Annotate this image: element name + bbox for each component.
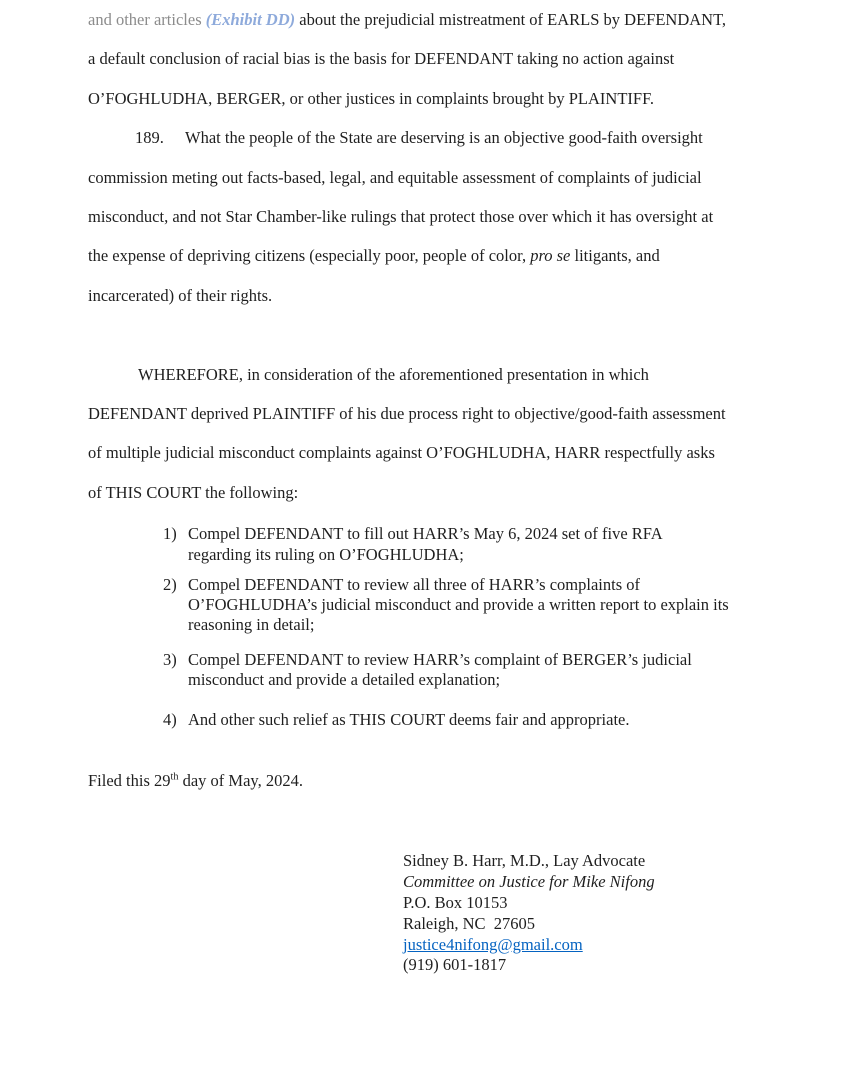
signer-city-state-zip: Raleigh, NC 27605 (403, 913, 535, 933)
exhibit-dd-reference: (Exhibit DD) (205, 10, 296, 29)
text-line: DEFENDANT deprived PLAINTIFF of his due process right to objective/good-faith assessment (88, 404, 726, 424)
text-line: of multiple judicial misconduct complaints against O’FOGHLUDHA, HARR respectfully asks (88, 443, 715, 463)
text-line: Compel DEFENDANT to review all three of HARR’s complaints of (188, 574, 641, 594)
text-line: reasoning in detail; (188, 615, 315, 635)
filed-pre: Filed this 29 (88, 770, 171, 790)
relief-item-2 (163, 575, 780, 636)
list-item-text (188, 650, 692, 691)
intro-muted-text: and other articles (88, 10, 206, 29)
para189-line4-pre: the expense of depriving citizens (especially poor, people of color, (88, 246, 531, 266)
relief-item-4 (163, 710, 780, 730)
text-line: a default conclusion of racial bias is the basis for DEFENDANT taking no action against (88, 49, 675, 69)
email-link[interactable]: justice4nifong@gmail.com (403, 934, 583, 954)
para189-line1: What the people of the State are deserving is an objective good-faith oversight (185, 128, 703, 148)
text-line: O’FOGHLUDHA’s judicial misconduct and provide a written report to explain its (188, 595, 729, 615)
email-link-row (403, 935, 780, 956)
relief-list (88, 524, 780, 730)
filed-post: day of May, 2024. (178, 770, 303, 790)
signer-organization: Committee on Justice for Mike Nifong (403, 872, 655, 892)
list-marker: 1) (163, 524, 177, 544)
signature-block (403, 851, 780, 976)
intro-line1-rest: about the prejudicial mistreatment of EARLS by DEFENDANT, (295, 10, 727, 29)
list-item-text (188, 710, 630, 730)
signer-name: Sidney B. Harr, M.D., Lay Advocate (403, 851, 646, 871)
paragraph-number: 189. (135, 128, 164, 148)
text-line (88, 0, 780, 39)
list-marker: 2) (163, 574, 177, 594)
relief-item-1 (163, 524, 780, 565)
pro-se-term: pro se (530, 246, 571, 266)
text-line: Compel DEFENDANT to fill out HARR’s May 6, 2024 set of five RFA (188, 524, 663, 544)
text-line (88, 118, 780, 157)
text-line: regarding its ruling on O’FOGHLUDHA; (188, 544, 464, 564)
intro-paragraph (88, 0, 780, 118)
wherefore-paragraph (88, 355, 780, 513)
text-line: commission meting out facts-based, legal, and equitable assessment of complaints of judicial (88, 167, 702, 187)
text-line: incarcerated) of their rights. (88, 285, 273, 305)
text-line: Compel DEFENDANT to review HARR’s complaint of BERGER’s judicial (188, 649, 692, 669)
ordinal-superscript: th (170, 771, 179, 783)
text-line: O’FOGHLUDHA, BERGER, or other justices in complaints brought by PLAINTIFF. (88, 88, 655, 108)
relief-item-3 (163, 650, 780, 691)
filed-date-line (88, 771, 780, 792)
signer-phone: (919) 601-1817 (403, 955, 507, 975)
paragraph-189 (88, 118, 780, 315)
text-line: misconduct, and not Star Chamber-like rulings that protect those over which it has oversight at (88, 207, 714, 227)
text-line: misconduct and provide a detailed explanation; (188, 670, 501, 690)
text-line: of THIS COURT the following: (88, 482, 299, 502)
signer-po-box: P.O. Box 10153 (403, 893, 508, 913)
para189-line4-post: litigants, and (570, 246, 660, 266)
list-marker: 3) (163, 649, 177, 669)
list-marker: 4) (163, 710, 177, 730)
text-line: And other such relief as THIS COURT deems fair and appropriate. (188, 710, 630, 730)
text-line (88, 236, 780, 275)
list-item-text (188, 524, 663, 565)
text-line: WHEREFORE, in consideration of the aforementioned presentation in which (138, 364, 649, 384)
list-item-text (188, 575, 729, 636)
